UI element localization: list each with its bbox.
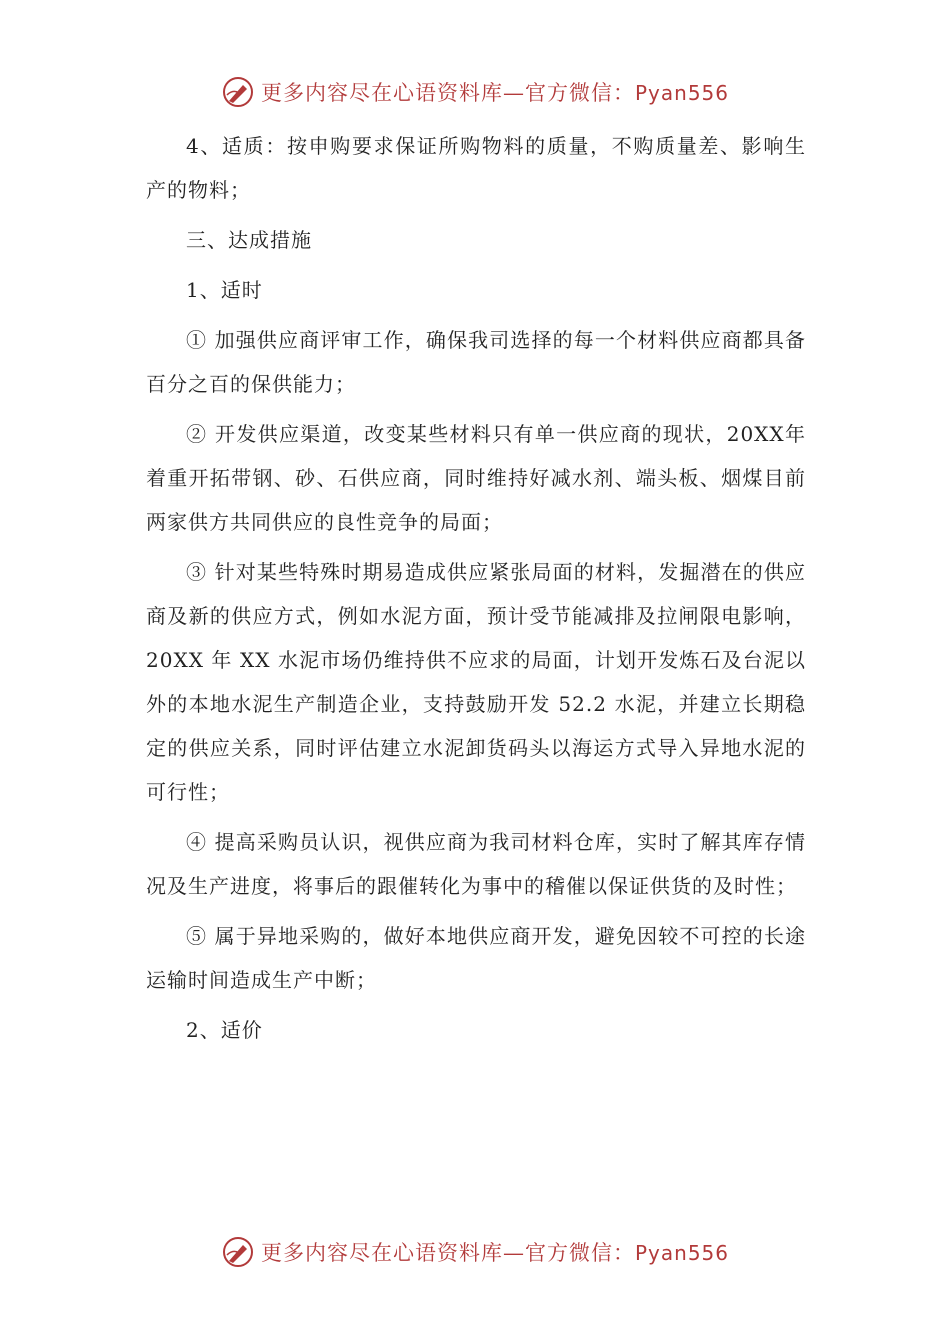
section-heading: 三、达成措施 [186, 228, 312, 252]
subsection-heading: 2、适价 [186, 1018, 263, 1042]
paragraph: ① 加强供应商评审工作，确保我司选择的每一个材料供应商都具备百分之百的保供能力； [146, 328, 806, 396]
subsection-heading: 1、适时 [186, 278, 263, 302]
wechat-id: Pyan556 [634, 1241, 729, 1265]
footer-banner [0, 1232, 950, 1272]
document-body [146, 124, 806, 1058]
pen-nib-icon [221, 75, 255, 109]
header-banner [0, 72, 950, 112]
paragraph: ④ 提高采购员认识，视供应商为我司材料仓库，实时了解其库存情况及生产进度，将事后的跟催转化为事中的稽催以保证供货的及时性； [146, 830, 806, 898]
pen-nib-icon [221, 1235, 255, 1269]
paragraph: ② 开发供应渠道，改变某些材料只有单一供应商的现状，20XX年着重开拓带钢、砂、石供应商，同时维持好减水剂、端头板、烟煤目前两家供方共同供应的良性竞争的局面； [146, 422, 806, 534]
paragraph: ③ 针对某些特殊时期易造成供应紧张局面的材料，发掘潜在的供应商及新的供应方式，例如水泥方面，预计受节能减排及拉闸限电影响，20XX 年 XX 水泥市场仍维持供不应求的局面，计划开发炼石及台泥以外的本地水泥生产制造企业，支持鼓励开发 52.2 水泥，并建立长期稳定的供应关系，同时评估建立水泥卸货码头以海运方式导入异地水泥的可行性； [146, 560, 806, 804]
banner-text: 更多内容尽在心语资料库—官方微信：Pyan556 [260, 81, 729, 105]
banner-text: 更多内容尽在心语资料库—官方微信：Pyan556 [260, 1241, 729, 1265]
wechat-id: Pyan556 [634, 81, 729, 105]
paragraph: 4、适质：按申购要求保证所购物料的质量，不购质量差、影响生产的物料； [146, 134, 806, 202]
paragraph: ⑤ 属于异地采购的，做好本地供应商开发，避免因较不可控的长途运输时间造成生产中断； [146, 924, 806, 992]
